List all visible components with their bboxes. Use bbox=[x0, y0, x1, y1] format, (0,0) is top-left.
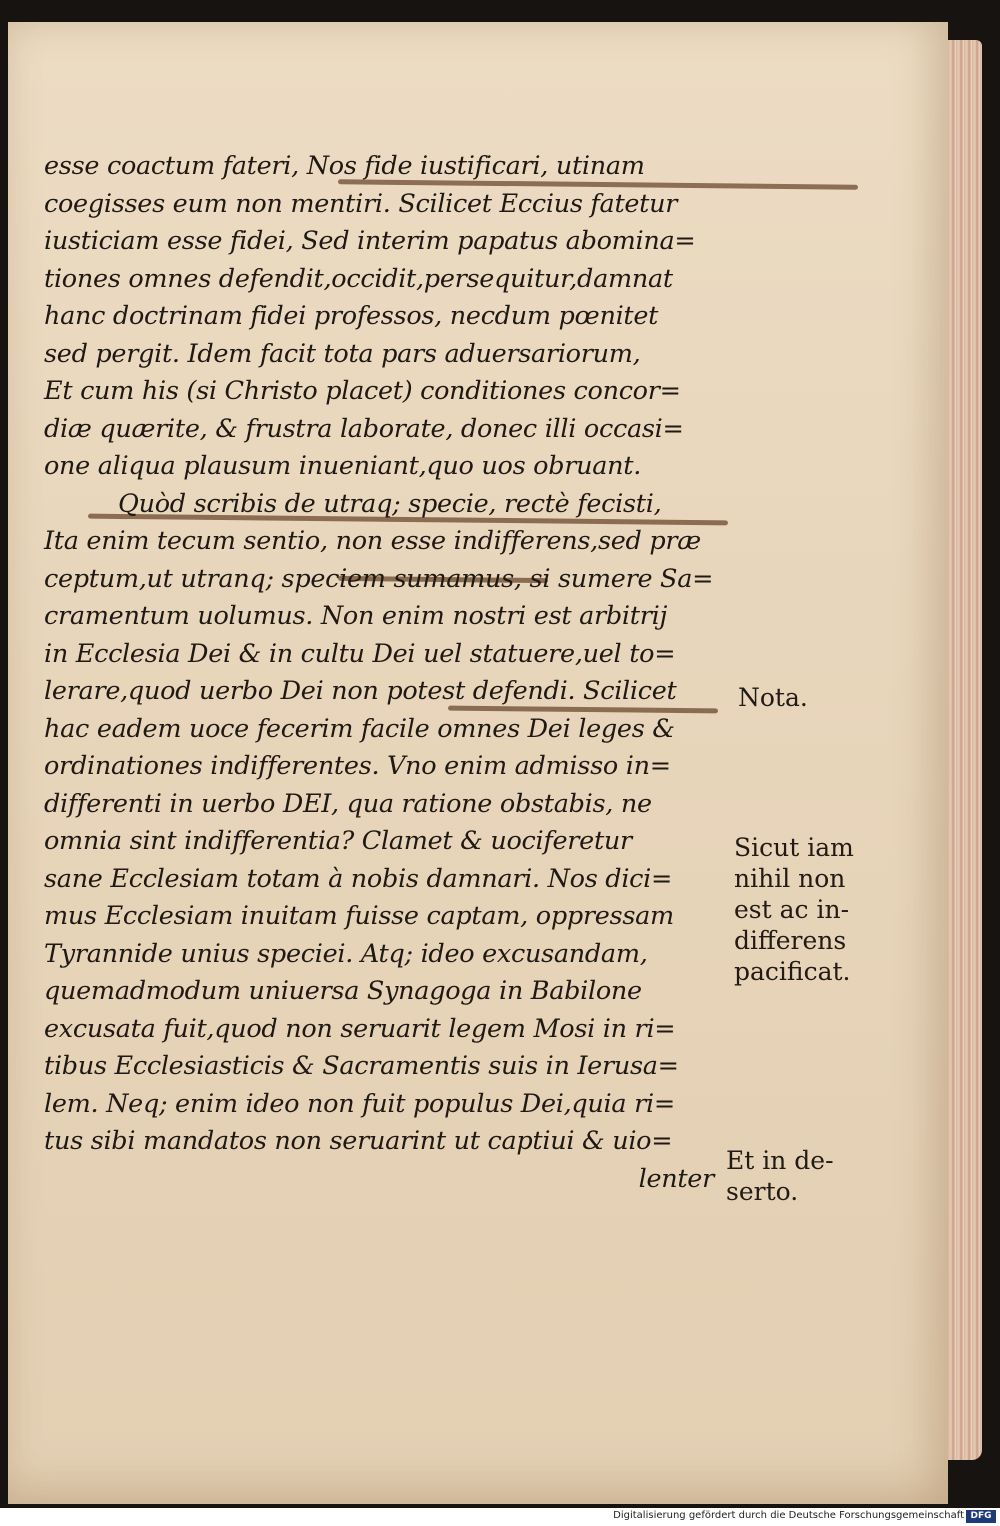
text-line: lem. Neq; enim ideo non fuit populus Dei,quia ri= bbox=[44, 1088, 675, 1119]
text-line: omnia sint indifferentia? Clamet & uociferetur bbox=[44, 826, 632, 856]
margin-note-line: serto. bbox=[726, 1177, 799, 1206]
text-line: ceptum,ut utranq; speciem sumamus, si sumere Sa= bbox=[44, 563, 714, 594]
margin-note-sicut bbox=[734, 832, 854, 987]
footer bbox=[0, 1508, 1000, 1526]
text-line: tibus Ecclesiasticis & Sacramentis suis in Ierusa= bbox=[44, 1051, 679, 1081]
margin-note-line: differens bbox=[734, 926, 847, 955]
text-line: in Ecclesia Dei & in cultu Dei uel statuere,uel to= bbox=[44, 638, 676, 669]
margin-note-line: pacificat. bbox=[734, 957, 851, 986]
catchword: lenter bbox=[638, 1163, 714, 1194]
text-line: Quòd scribis de utraq; specie, rectè fecisti, bbox=[118, 488, 662, 519]
text-line: differenti in uerbo DEI, qua ratione obstabis, ne bbox=[44, 788, 652, 819]
margin-note-line: Nota. bbox=[738, 683, 808, 712]
funding-credit: Digitalisierung gefördert durch die Deutsche Forschungsgemeinschaft bbox=[613, 1510, 964, 1521]
text-line: hac eadem uoce fecerim facile omnes Dei leges & bbox=[44, 713, 675, 744]
dfg-logo-icon: DFG bbox=[966, 1510, 996, 1523]
text-line: Et cum his (si Christo placet) conditiones concor= bbox=[44, 376, 681, 406]
margin-note-line: est ac in- bbox=[734, 895, 850, 924]
text-line: tiones omnes defendit,occidit,persequitur,damnat bbox=[44, 263, 673, 294]
text-line: tus sibi mandatos non seruarint ut captiui & uio= bbox=[44, 1126, 673, 1156]
text-line: ordinationes indifferentes. Vno enim admisso in= bbox=[44, 751, 671, 781]
margin-note-deserto bbox=[726, 1145, 834, 1207]
text-line: diæ quærite, & frustra laborate, donec illi occasi= bbox=[44, 413, 684, 444]
book-page bbox=[8, 22, 948, 1504]
text-line: esse coactum fateri, Nos fide iustificari, utinam bbox=[44, 151, 645, 181]
text-line: mus Ecclesiam inuitam fuisse captam, oppressam bbox=[44, 901, 674, 931]
text-line: one aliqua plausum inueniant,quo uos obruant. bbox=[44, 451, 642, 481]
text-line: sane Ecclesiam totam à nobis damnari. Nos dici= bbox=[44, 863, 673, 894]
text-line: coegisses eum non mentiri. Scilicet Eccius fatetur bbox=[44, 188, 678, 219]
text-line: lerare,quod uerbo Dei non potest defendi. Scilicet bbox=[44, 676, 677, 706]
text-line: sed pergit. Idem facit tota pars aduersariorum, bbox=[44, 338, 641, 369]
body-text bbox=[44, 148, 744, 1198]
text-line: Ita enim tecum sentio, non esse indifferens,sed præ bbox=[44, 526, 701, 556]
margin-note-nota bbox=[738, 682, 808, 713]
margin-note-line: Sicut iam bbox=[734, 833, 854, 862]
text-line: hanc doctrinam fidei professos, necdum pœnitet bbox=[44, 301, 659, 331]
margin-note-line: nihil non bbox=[734, 864, 846, 893]
text-line: excusata fuit,quod non seruarit legem Mosi in ri= bbox=[44, 1013, 676, 1044]
text-line: Tyrannide unius speciei. Atq; ideo excusandam, bbox=[44, 938, 648, 969]
text-line: iusticiam esse fidei, Sed interim papatus abomina= bbox=[44, 226, 696, 256]
text-line: cramentum uolumus. Non enim nostri est arbitrij bbox=[44, 601, 668, 631]
margin-note-line: Et in de- bbox=[726, 1146, 834, 1175]
marginalia bbox=[726, 22, 908, 1422]
text-line: quemadmodum uniuersa Synagoga in Babilone bbox=[44, 976, 642, 1006]
